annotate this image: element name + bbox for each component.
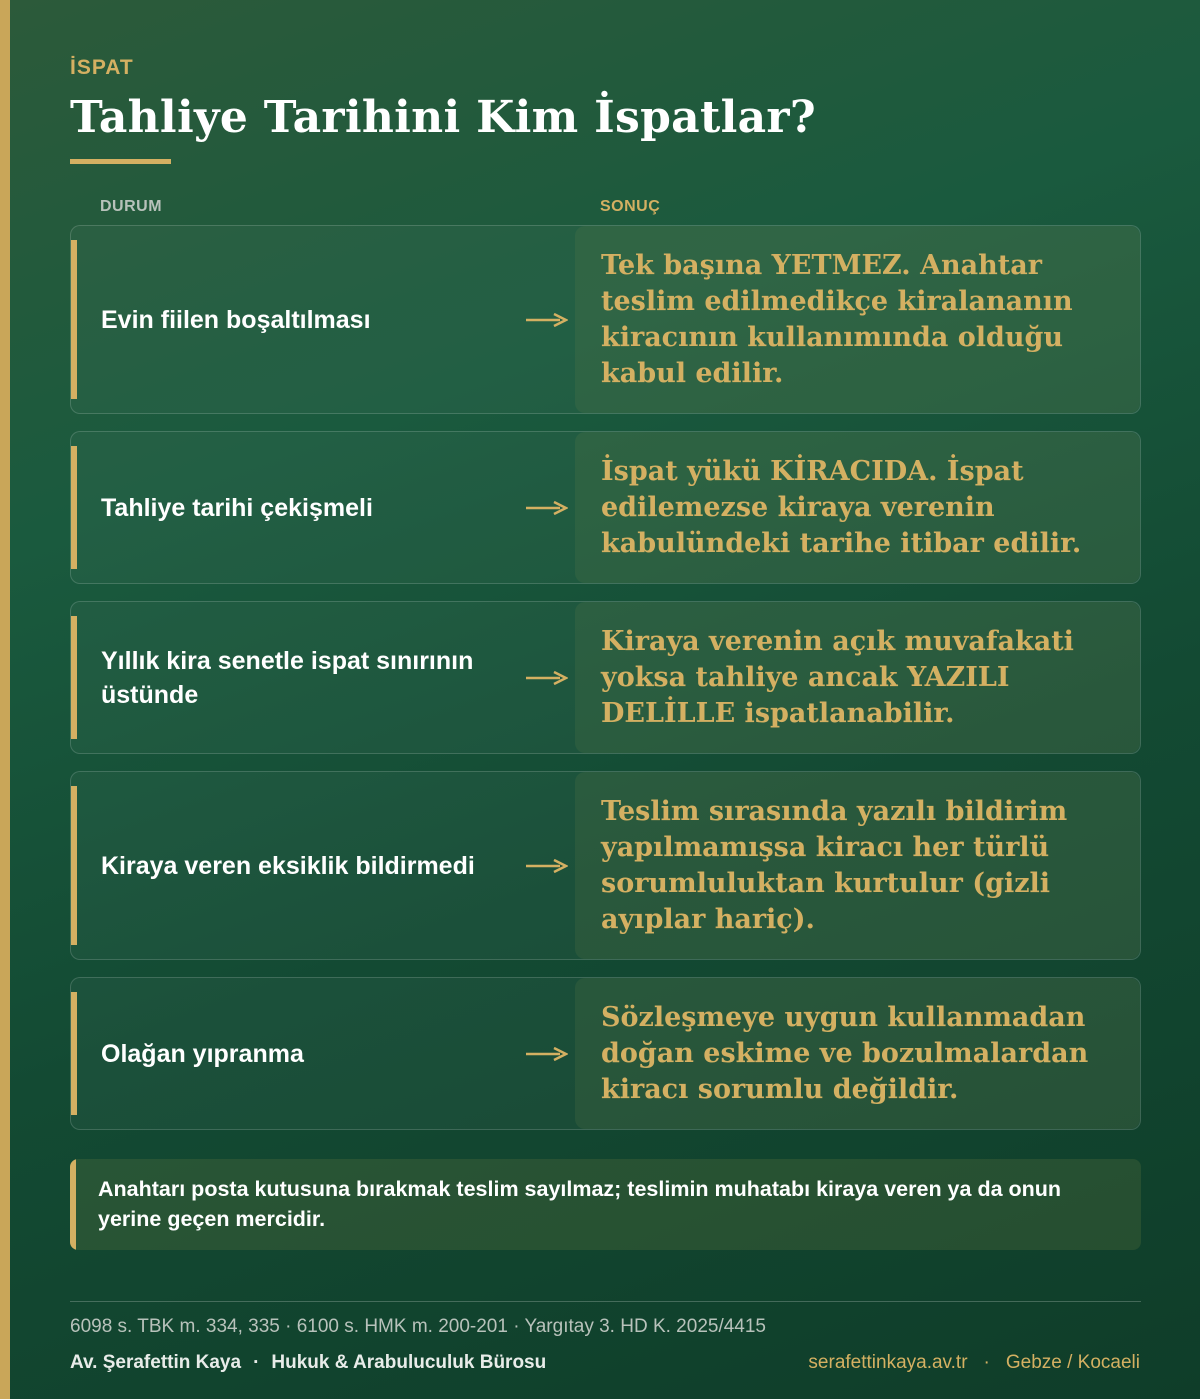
author-name: Av. Şerafettin Kaya xyxy=(70,1352,242,1373)
row-situation: Evin fiilen boşaltılması xyxy=(101,305,371,334)
footer-divider xyxy=(70,1301,1141,1302)
table-row xyxy=(70,601,1141,754)
footer-separator: · xyxy=(253,1352,260,1373)
footer-separator: · xyxy=(983,1352,990,1373)
row-accent-bar xyxy=(71,240,77,399)
row-result-panel xyxy=(575,772,1140,959)
row-situation: Yıllık kira senetle ispat sınırının üstünde xyxy=(101,646,474,709)
footer-contact xyxy=(808,1352,1140,1374)
location-text: Gebze / Kocaeli xyxy=(1005,1352,1140,1373)
table-row xyxy=(70,977,1141,1130)
arrow-right-icon xyxy=(526,859,568,873)
row-situation: Kiraya veren eksiklik bildirmedi xyxy=(101,851,475,880)
arrow-right-icon xyxy=(526,1047,568,1061)
row-accent-bar xyxy=(71,786,77,945)
row-accent-bar xyxy=(71,992,77,1115)
row-situation: Olağan yıpranma xyxy=(101,1039,304,1068)
row-accent-bar xyxy=(71,616,77,739)
row-accent-bar xyxy=(71,446,77,569)
section-eyebrow: İSPAT xyxy=(70,56,134,79)
row-result-panel xyxy=(575,432,1140,583)
row-situation: Tahliye tarihi çekişmeli xyxy=(101,493,373,522)
title-underline xyxy=(70,159,171,164)
note-accent-bar xyxy=(70,1159,76,1250)
column-header-result: SONUÇ xyxy=(600,198,661,215)
row-result: Tek başına YETMEZ. Anahtar teslim edilmedikçe kiralananın kiracının kullanımında olduğu kabul edilir. xyxy=(601,249,1073,389)
footer-firm xyxy=(70,1352,546,1374)
row-result: Sözleşmeye uygun kullanmadan doğan eskime ve bozulmalardan kiracı sorumlu değildir. xyxy=(601,1001,1089,1105)
row-result-panel xyxy=(575,602,1140,753)
column-header-situation: DURUM xyxy=(100,198,163,215)
row-result-panel xyxy=(575,226,1140,413)
row-result: Teslim sırasında yazılı bildirim yapılmamışsa kiracı her türlü sorumluluktan kurtulur (gizli ayıplar hariç). xyxy=(601,795,1068,935)
website-link[interactable]: serafettinkaya.av.tr xyxy=(808,1352,968,1373)
table-row xyxy=(70,431,1141,584)
table-row xyxy=(70,771,1141,960)
row-result: Kiraya verenin açık muvafakati yoksa tahliye ancak YAZILI DELİLLE ispatlanabilir. xyxy=(601,625,1074,729)
firm-name: Hukuk & Arabuluculuk Bürosu xyxy=(271,1352,547,1373)
page-title: Tahliye Tarihini Kim İspatlar? xyxy=(70,92,816,143)
row-result-panel xyxy=(575,978,1140,1129)
note-callout xyxy=(70,1159,1141,1250)
arrow-right-icon xyxy=(526,671,568,685)
row-result: İspat yükü KİRACIDA. İspat edilemezse kiraya verenin kabulündeki tarihe itibar edilir. xyxy=(601,455,1082,559)
table-row xyxy=(70,225,1141,414)
arrow-right-icon xyxy=(526,501,568,515)
note-text: Anahtarı posta kutusuna bırakmak teslim sayılmaz; teslimin muhatabı kiraya veren ya da onun yerine geçen mercidir. xyxy=(98,1177,1062,1231)
legal-references: 6098 s. TBK m. 334, 335 · 6100 s. HMK m. 200-201 · Yargıtay 3. HD K. 2025/4415 xyxy=(70,1316,766,1337)
arrow-right-icon xyxy=(526,313,568,327)
left-accent-bar xyxy=(0,0,10,1399)
